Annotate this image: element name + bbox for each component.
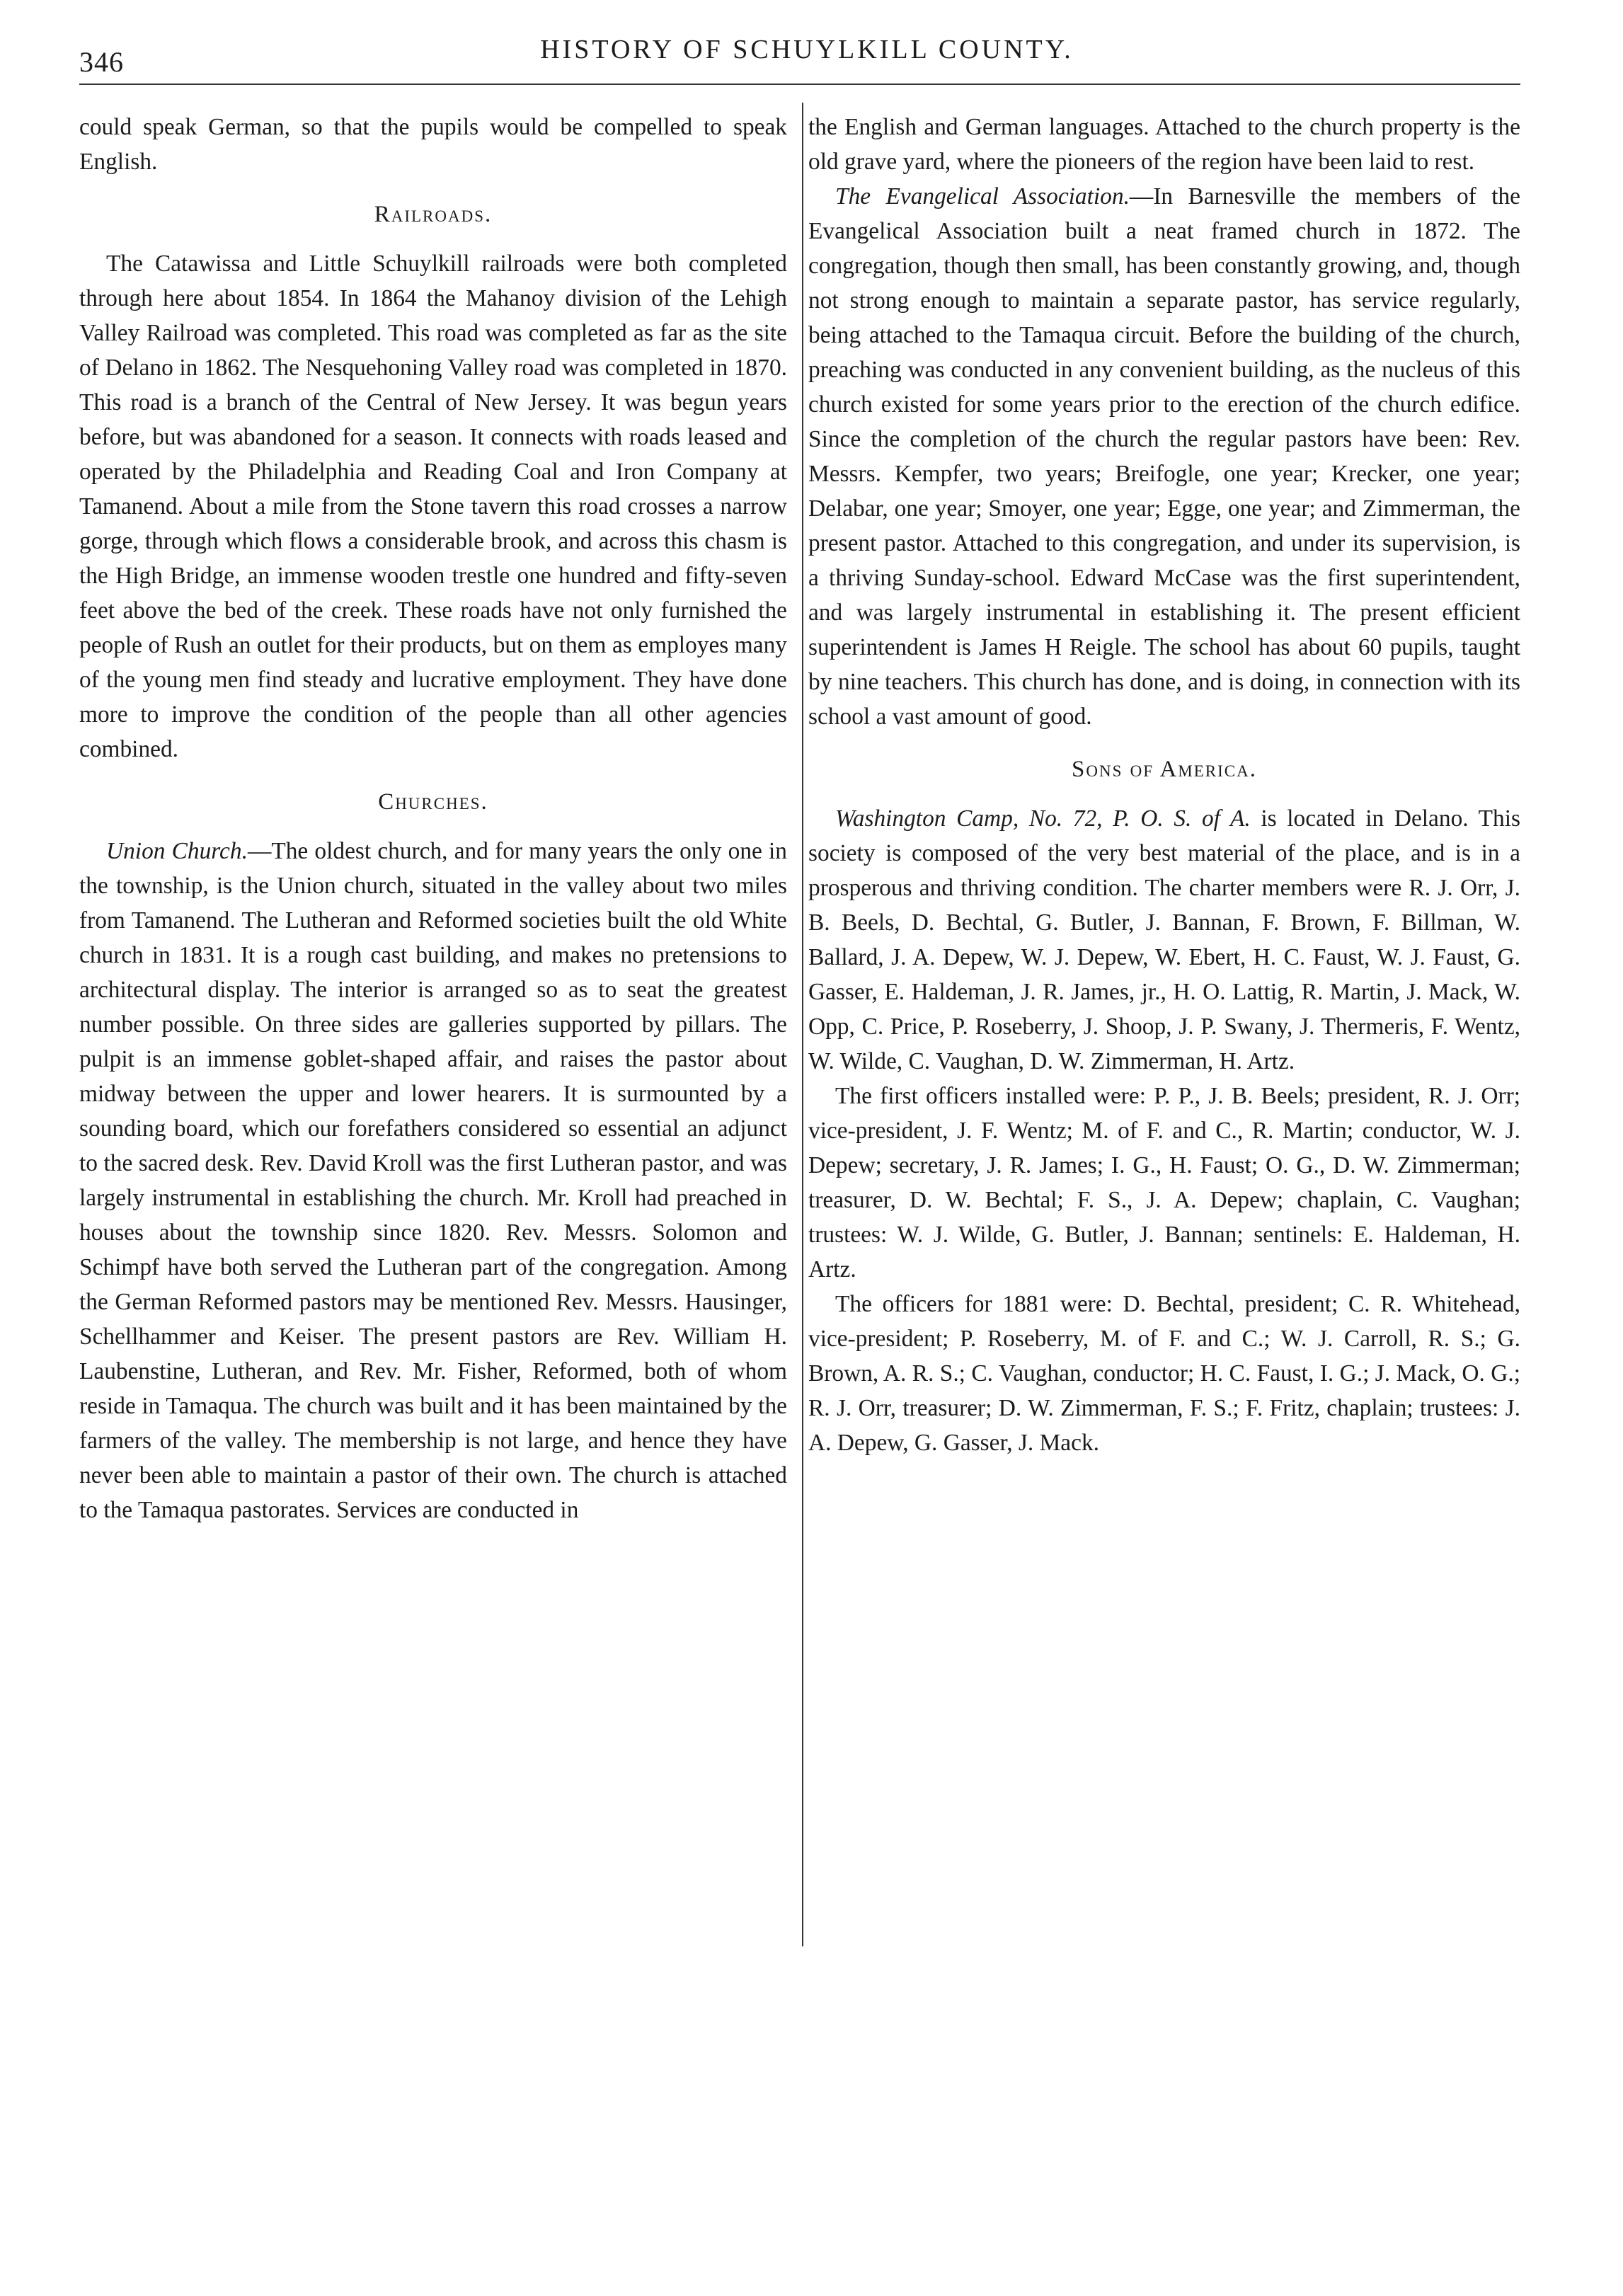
sons-of-america-heading: Sons of America. [1072,757,1257,782]
churches-heading: Churches. [378,789,488,815]
column-divider [802,103,803,1946]
evangelical-lead: The Evangelical Association. [835,183,1130,209]
officers-1881-paragraph: The officers for 1881 were: D. Bechtal, president; C. R. Whitehead, vice-president; P. Roseberry, M. of F. and C.; W. J. Carroll, R. S.; G. Brown, A. R. S.; C. Vaughan, conductor; H. C. Faust, I. G.; J. Mack, O. G.; R. J. Orr, treasurer; D. W. Zimmerman, F. S.; F. Fritz, chaplain; trustees: J. A. Depew, G. Gasser, J. Mack. [808,1291,1520,1456]
continued-paragraph-right: the English and German languages. Attached to the church property is the old grave yard, where the pioneers of the region have been laid to rest. [808,114,1520,175]
washington-camp-lead: Washington Camp, No. 72, P. O. S. of A. [835,805,1251,832]
washington-camp-paragraph [808,801,1520,1079]
union-church-lead: Union Church. [106,838,248,864]
union-church-text: —The oldest church, and for many years the only one in the township, is the Union church, situated in the valley about two miles from Tamanend. The Lutheran and Reformed societies built the old White church in 1831. It is a rough cast building, and makes no pretensions to architectural display. The interior is arranged so as to seat the greatest number possible. On three sides are galleries supported by pillars. The pulpit is an immense goblet-shaped affair, and raises the pastor about midway between the upper and lower hearers. It is surmounted by a sounding board, which our forefathers considered so essential an adjunct to the sacred desk. Rev. David Kroll was the first Lutheran pastor, and was largely instrumental in establishing the church. Mr. Kroll had preached in houses about the township since 1820. Rev. Messrs. Solomon and Schimpf have both served the Lutheran part of the congregation. Among the German Reformed pastors may be mentioned Rev. Messrs. Hausinger, Schellhammer and Keiser. The present pastors are Rev. William H. Laubenstine, Lutheran, and Rev. Mr. Fisher, Reformed, both of whom reside in Tamaqua. The church was built and it has been maintained by the farmers of the valley. The membership is not large, and hence they have never been able to maintain a pastor of their own. The church is attached to the Tamaqua pastorates. Services are conducted in [79,838,787,1523]
first-officers-paragraph: The first officers installed were: P. P., J. B. Beels; president, R. J. Orr; vice-president, J. F. Wentz; M. of F. and C., R. Martin; conductor, W. J. Depew; secretary, J. R. James; I. G., H. Faust; O. G., D. W. Zimmerman; treasurer, D. W. Bechtal; F. S., J. A. Depew; chaplain, C. Vaughan; trustees: W. J. Wilde, G. Butler, J. Bannan; sentinels: E. Haldeman, H. Artz. [808,1083,1520,1282]
left-column [79,110,787,1527]
railroads-paragraph: The Catawissa and Little Schuylkill railroads were both completed through here about 1854. In 1864 the Mahanoy division of the Lehigh Valley Railroad was completed. This road was completed as far as the site of Delano in 1862. The Nesquehoning Valley road was completed in 1870. This road is a branch of the Central of New Jersey. It was begun years before, but was abandoned for a season. It connects with roads leased and operated by the Philadelphia and Reading Coal and Iron Company at Tamanend. About a mile from the Stone tavern this road crosses a narrow gorge, through which flows a considerable brook, and across this chasm is the High Bridge, an immense wooden trestle one hundred and fifty-seven feet above the bed of the creek. These roads have not only furnished the people of Rush an outlet for their products, but on them as employes many of the young men find steady and lucrative employment. They have done more to improve the condition of the people than all other agencies combined. [79,251,787,762]
evangelical-text: —In Barnesville the members of the Evangelical Association built a neat framed church in 1872. The congregation, though then small, has been constantly growing, and, though not strong enough to maintain a separate pastor, has service regularly, being attached to the Tamaqua circuit. Before the building of the church, preaching was conducted in any convenient building, as the nucleus of this church existed for some years prior to the erection of the church edifice. Since the completion of the church the regular pastors have been: Rev. Messrs. Kempfer, two years; Breifogle, one year; Krecker, one year; Delabar, one year; Smoyer, one year; Egge, one year; and Zimmerman, the present pastor. Attached to this congregation, and under its supervision, is a thriving Sunday-school. Edward McCase was the first superintendent, and was largely instrumental in establishing it. The present efficient superintendent is James H Reigle. The school has about 60 pupils, taught by nine teachers. This church has done, and is doing, in connection with its school a vast amount of good. [808,183,1520,730]
railroads-heading: Railroads. [374,202,493,227]
union-church-paragraph [79,834,787,1527]
page-number: 346 [79,46,124,78]
washington-camp-text: is located in Delano. This society is composed of the very best material of the place, and is in a prosperous and thriving condition. The charter members were R. J. Orr, J. B. Beels, D. Bechtal, G. Butler, J. Bannan, F. Brown, F. Billman, W. Ballard, J. A. Depew, W. J. Depew, W. Ebert, H. C. Faust, W. J. Faust, G. Gasser, E. Haldeman, J. R. James, jr., H. O. Lattig, R. Martin, J. Mack, W. Opp, C. Price, P. Roseberry, J. Shoop, J. P. Swany, J. Thermeris, F. Wentz, W. Wilde, C. Vaughan, D. W. Zimmerman, H. Artz. [808,805,1521,1074]
right-column [808,110,1520,1460]
running-title: HISTORY OF SCHUYLKILL COUNTY. [540,35,1074,64]
continued-paragraph: could speak German, so that the pupils would be compelled to speak English. [79,114,787,175]
evangelical-paragraph [808,179,1520,734]
header-rule [79,84,1520,85]
